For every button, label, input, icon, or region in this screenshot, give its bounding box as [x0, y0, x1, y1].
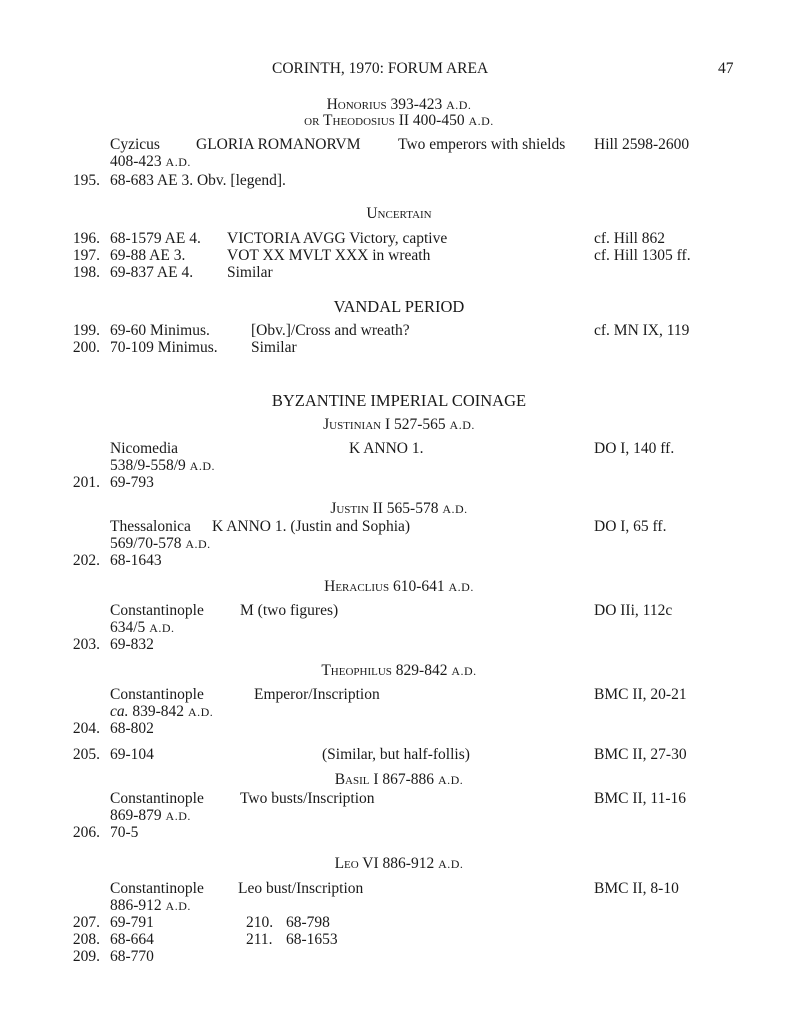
entry-number: 202. — [72, 552, 100, 569]
coin-description: [Obv.]/Cross and wreath? — [251, 322, 410, 339]
entry-text: 68-770 — [110, 948, 154, 965]
coin-description: Similar — [251, 339, 297, 356]
entry-text: 69-832 — [110, 636, 154, 653]
coin-type: Two emperors with shields — [398, 136, 566, 153]
page-number: 47 — [718, 60, 734, 77]
coin-type: Leo bust/Inscription — [238, 880, 364, 897]
mint-name: Constantinople — [110, 686, 204, 703]
section-heading-honorius: Honorius 393-423 A.D. — [326, 96, 472, 113]
entry-text: 68-664 — [110, 931, 154, 948]
entry-text: 68-798 — [286, 914, 330, 931]
entry-text: 70-5 — [110, 824, 139, 841]
entry-number: 205. — [72, 746, 100, 763]
entry-number: 195. — [72, 172, 100, 189]
subsection-heading-leo: Leo VI 886-912 A.D. — [334, 855, 464, 872]
reference: cf. Hill 1305 ff. — [594, 247, 691, 264]
reference: Hill 2598-2600 — [594, 136, 690, 153]
entry-number: 199. — [72, 322, 100, 339]
coin-type: K ANNO 1. — [349, 440, 424, 457]
mint-name: Nicomedia — [110, 440, 179, 457]
inventory-number: 69-88 AE 3. — [110, 247, 186, 264]
entry-number: 196. — [72, 230, 100, 247]
inventory-number: 69-837 AE 4. — [110, 264, 194, 281]
coin-description: (Similar, but half-follis) — [322, 746, 470, 763]
entry-number: 206. — [72, 824, 100, 841]
section-heading-vandal: VANDAL PERIOD — [333, 297, 465, 316]
reference: BMC II, 8-10 — [594, 880, 679, 897]
date-range: ca. 839-842 A.D. — [110, 703, 214, 720]
entry-number: 198. — [72, 264, 100, 281]
mint-name: Constantinople — [110, 790, 204, 807]
section-heading-byzantine: BYZANTINE IMPERIAL COINAGE — [271, 391, 527, 410]
coin-type: M (two figures) — [240, 602, 339, 619]
coin-description: VICTORIA AVGG Victory, captive — [227, 230, 448, 247]
entry-number: 197. — [72, 247, 100, 264]
subsection-heading-basil: Basil I 867-886 A.D. — [334, 771, 464, 788]
coin-type: Emperor/Inscription — [254, 686, 380, 703]
mint-name: Cyzicus — [110, 136, 160, 153]
subsection-heading-heraclius: Heraclius 610-641 A.D. — [324, 578, 474, 595]
coin-legend: GLORIA ROMANORVM — [196, 136, 361, 153]
inventory-number: 70-109 Minimus. — [110, 339, 218, 356]
date-range: 408-423 A.D. — [110, 153, 191, 170]
date-range: 569/70-578 A.D. — [110, 535, 211, 552]
coin-description: Similar — [227, 264, 273, 281]
section-heading-uncertain: Uncertain — [366, 205, 432, 222]
entry-text: 68-683 AE 3. Obv. [legend]. — [110, 172, 286, 189]
mint-name: Constantinople — [110, 602, 204, 619]
entry-number: 201. — [72, 474, 100, 491]
coin-description: VOT XX MVLT XXX in wreath — [227, 247, 431, 264]
subsection-heading-justin: Justin II 565-578 A.D. — [330, 500, 468, 517]
entry-number: 207. — [72, 914, 100, 931]
inventory-number: 68-1579 AE 4. — [110, 230, 201, 247]
reference: BMC II, 20-21 — [594, 686, 687, 703]
entry-number: 211. — [246, 931, 273, 948]
section-subheading-theodosius: or Theodosius II 400-450 A.D. — [304, 112, 494, 129]
entry-number: 208. — [72, 931, 100, 948]
entry-number: 209. — [72, 948, 100, 965]
date-range: 886-912 A.D. — [110, 897, 191, 914]
mint-name: Thessalonica — [110, 518, 191, 535]
entry-text: 69-104 — [110, 746, 154, 763]
reference: DO IIi, 112c — [594, 602, 673, 619]
coin-type: K ANNO 1. (Justin and Sophia) — [212, 518, 411, 535]
entry-number: 200. — [72, 339, 100, 356]
date-range: 538/9-558/9 A.D. — [110, 457, 215, 474]
entry-number: 204. — [72, 720, 100, 737]
entry-number: 210. — [246, 914, 274, 931]
reference: cf. MN IX, 119 — [594, 322, 690, 339]
reference: BMC II, 11-16 — [594, 790, 686, 807]
reference: cf. Hill 862 — [594, 230, 666, 247]
coin-type: Two busts/Inscription — [240, 790, 375, 807]
entry-number: 203. — [72, 636, 100, 653]
inventory-number: 69-60 Minimus. — [110, 322, 210, 339]
entry-text: 69-791 — [110, 914, 154, 931]
date-range: 634/5 A.D. — [110, 619, 175, 636]
entry-text: 68-802 — [110, 720, 154, 737]
entry-text: 69-793 — [110, 474, 154, 491]
page-title: CORINTH, 1970: FORUM AREA — [272, 60, 489, 77]
subsection-heading-theophilus: Theophilus 829-842 A.D. — [321, 662, 477, 679]
entry-text: 68-1653 — [286, 931, 338, 948]
reference: DO I, 65 ff. — [594, 518, 667, 535]
reference: BMC II, 27-30 — [594, 746, 687, 763]
mint-name: Constantinople — [110, 880, 204, 897]
date-range: 869-879 A.D. — [110, 807, 191, 824]
subsection-heading-justinian: Justinian I 527-565 A.D. — [323, 416, 475, 433]
entry-text: 68-1643 — [110, 552, 162, 569]
reference: DO I, 140 ff. — [594, 440, 675, 457]
